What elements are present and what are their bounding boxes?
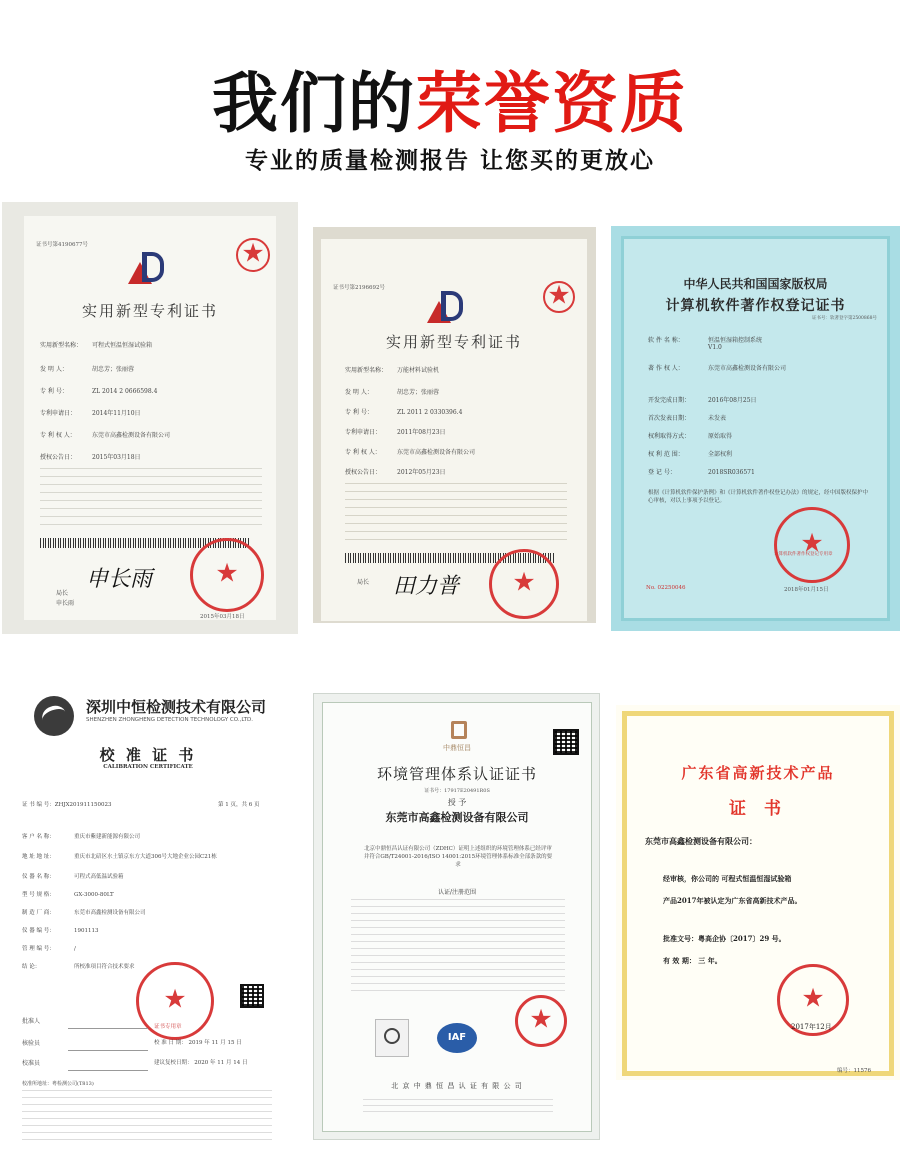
patent-certificate-2 (313, 227, 596, 623)
cert-title-en: CALIBRATION CERTIFICATE (103, 764, 193, 770)
patent-certificate-1 (2, 202, 298, 634)
next-calibration-date: 建议复校日期： 2020 年 11 月 14 日 (154, 1060, 248, 1066)
cert-row: 专 利 号： ZL 2011 2 0330396.4 (345, 409, 463, 416)
cert-row: 权利取得方式： 原始取得 (648, 433, 733, 440)
issue-date: 2017年12月 (791, 1023, 832, 1031)
footer-address: 校准所地址：粤检测公司(T813) (22, 1081, 94, 1087)
company-name: 东莞市高鑫检测设备有限公司 (385, 811, 529, 824)
iaf-logo: IAF (437, 1023, 477, 1053)
cert-row: 授权公告日： 2012年05月23日 (345, 469, 446, 476)
qr-code-icon (553, 729, 579, 755)
environment-management-certificate (313, 693, 600, 1140)
cert-row: 专 利 权 人： 东莞市高鑫检测设备有限公司 (40, 432, 171, 439)
validity: 有 效 期： 三 年。 (663, 956, 722, 965)
cert-number: 证 书 编 号：ZHJX201911150023 (22, 802, 112, 808)
cert-number: 证书号第2196692号 (333, 285, 385, 291)
qr-code-icon (240, 984, 264, 1008)
official-seal-icon (515, 995, 567, 1047)
page-subtitle: 专业的质量检测报告 让您买的更放心 (244, 148, 655, 174)
cert-body-line: 产品2017年被认定为广东省高新技术产品。 (663, 896, 802, 905)
calibrator-label: 校准员 (22, 1060, 41, 1067)
director-name: 申长雨 (56, 600, 75, 607)
seal-date: 2018年01月15日 (784, 587, 829, 593)
cert-body-line: 经审核，你公司的 可程式恒温恒湿试验箱 (663, 874, 792, 883)
cert-row: 实用新型名称： 可程式恒温恒湿试验箱 (40, 342, 153, 349)
company-logo-icon (34, 696, 74, 736)
director-label: 局长 (56, 590, 69, 597)
stamp-icon (543, 281, 575, 313)
issuer-name: 北 京 中 鼎 恒 昌 认 证 有 限 公 司 (391, 1082, 523, 1090)
cert-row: 软 件 名 称： 恒温恒湿箱控制系统 V1.0 (648, 337, 763, 351)
cert-row: 仪 器 名 称： 可程式高低温试验箱 (22, 874, 124, 880)
cert-heading: 广东省高新技术产品 (681, 764, 835, 782)
cert-title: 实用新型专利证书 (385, 333, 522, 351)
calibration-date: 校 准 日 期： 2019 年 11 月 15 日 (154, 1040, 242, 1046)
cert-row: 发 明 人： 胡忠芳；张丽蓉 (345, 389, 440, 396)
cert-row: 开发完成日期： 2016年08月25日 (648, 397, 757, 404)
cert-body: 北京中鼎恒昌认证有限公司（ZDHC）证明上述组织的环境管理体系已经评审并符合GB/T24001-2016/ISO 14001:2015环境管理体系标准全部条款的要求 (363, 846, 553, 868)
accreditation-mark-icon (375, 1019, 409, 1057)
certificate-paper (321, 239, 587, 621)
seal-date: 2015年03月18日 (200, 614, 245, 620)
cert-row: 仪 器 编 号： 1901113 (22, 928, 99, 934)
title-red-part: 荣誉资质 (416, 65, 688, 142)
divider (68, 1070, 148, 1071)
company-name: 东莞市高鑫检测设备有限公司： (645, 836, 757, 846)
cert-row: 地 址 地 址： 重庆市北碚区水土镇京东方大道306号大地企业公园C21栋 (22, 854, 217, 860)
cert-row: 专 利 权 人： 东莞市高鑫检测设备有限公司 (345, 449, 476, 456)
cert-row: 专利申请日： 2014年11月10日 (40, 410, 141, 417)
divider (68, 1028, 148, 1029)
approver-label: 批准人 (22, 1018, 41, 1025)
company-name: 深圳中恒检测技术有限公司 (86, 698, 267, 716)
cert-page: 第 1 页，共 6 页 (218, 802, 260, 808)
footer-text-lines (22, 1090, 272, 1140)
cert-row: 发 明 人： 胡忠芳；张丽蓉 (40, 366, 135, 373)
cert-body-text (345, 483, 567, 547)
cert-note: 根据《计算机软件保护条例》和《计算机软件著作权登记办法》的规定，经中国版权保护中心审核，对以上事项予以登记。 (648, 490, 869, 504)
cert-row: 权 利 范 围： 全部权利 (648, 451, 733, 458)
cert-row: 授权公告日： 2015年03月18日 (40, 454, 141, 461)
company-name-en: SHENZHEN ZHONGHENG DETECTION TECHNOLOGY CO.,LTD. (86, 717, 254, 723)
cert-title: 计算机软件著作权登记证书 (665, 298, 846, 314)
software-copyright-certificate (611, 226, 900, 631)
cert-row: 首次发表日期： 未发表 (648, 415, 727, 422)
footer-text-lines (363, 1099, 553, 1117)
cert-row: 客 户 名 称： 重庆市紫建新能源有限公司 (22, 834, 141, 840)
cert-row: 专利申请日： 2011年08月23日 (345, 429, 446, 436)
page-title (0, 50, 900, 145)
director-signature: 申长雨 (86, 567, 153, 592)
brand-logo-icon (451, 721, 467, 739)
cert-serial: 编号：11576 (837, 1068, 871, 1074)
stamp-icon (236, 238, 270, 272)
cert-title: 环境管理体系认证证书 (376, 765, 537, 783)
cert-row: 登 记 号： 2018SR036571 (648, 469, 755, 476)
cert-title: 证 书 (729, 799, 787, 819)
director-label: 局长 (357, 579, 370, 586)
cert-heading: 中华人民共和国国家版权局 (683, 277, 828, 291)
divider (68, 1050, 148, 1051)
certificate-paper (621, 236, 890, 621)
official-seal-icon (489, 549, 559, 619)
cert-title: 校 准 证 书 (99, 746, 197, 764)
director-signature: 田力普 (393, 574, 460, 599)
calibration-certificate (8, 680, 288, 1150)
cert-row: 制 造 厂 商： 东莞市高鑫检测设备有限公司 (22, 910, 146, 916)
certificate-paper (24, 216, 276, 620)
scope-title: 认证/注册范围 (437, 889, 477, 896)
cert-body-text (40, 468, 262, 530)
cert-number: 证书号第4190677号 (36, 242, 88, 248)
cert-row: 型 号 规 格： GX-3000-80LT (22, 892, 114, 898)
brand-name: 中鼎恒昌 (443, 744, 471, 752)
cert-serial: No. 02250046 (646, 585, 686, 591)
cert-row: 管 理 编 号： / (22, 946, 76, 952)
cert-row: 著 作 权 人： 东莞市高鑫检测设备有限公司 (648, 365, 787, 372)
approval-number: 批准文号：粤高企协〔2017〕29 号。 (663, 934, 786, 943)
official-seal-icon (774, 507, 850, 583)
cert-row: 专 利 号： ZL 2014 2 0666598.4 (40, 388, 158, 395)
seal-text: 计算机软件著作权登记专用章 (774, 552, 833, 557)
official-seal-icon (190, 538, 264, 612)
certificate-paper (622, 711, 894, 1076)
checker-label: 核验员 (22, 1040, 41, 1047)
cert-title: 实用新型专利证书 (81, 302, 218, 320)
cert-row: 实用新型名称： 万能材料试验机 (345, 367, 440, 374)
seal-text: 证书专用章 (154, 1024, 182, 1030)
cert-number: 证书号：软著登字第2500868号 (811, 316, 877, 321)
grant-label: 授 予 (447, 798, 467, 807)
certificate-paper (322, 702, 592, 1132)
title-black-part: 我们的 (212, 65, 416, 142)
high-tech-product-certificate (616, 705, 900, 1080)
cert-row: 结 论： 所校准项目符合技术要求 (22, 964, 135, 970)
cert-number: 证书号：17917E20491R0S (424, 788, 490, 794)
scope-text-lines (351, 899, 565, 995)
